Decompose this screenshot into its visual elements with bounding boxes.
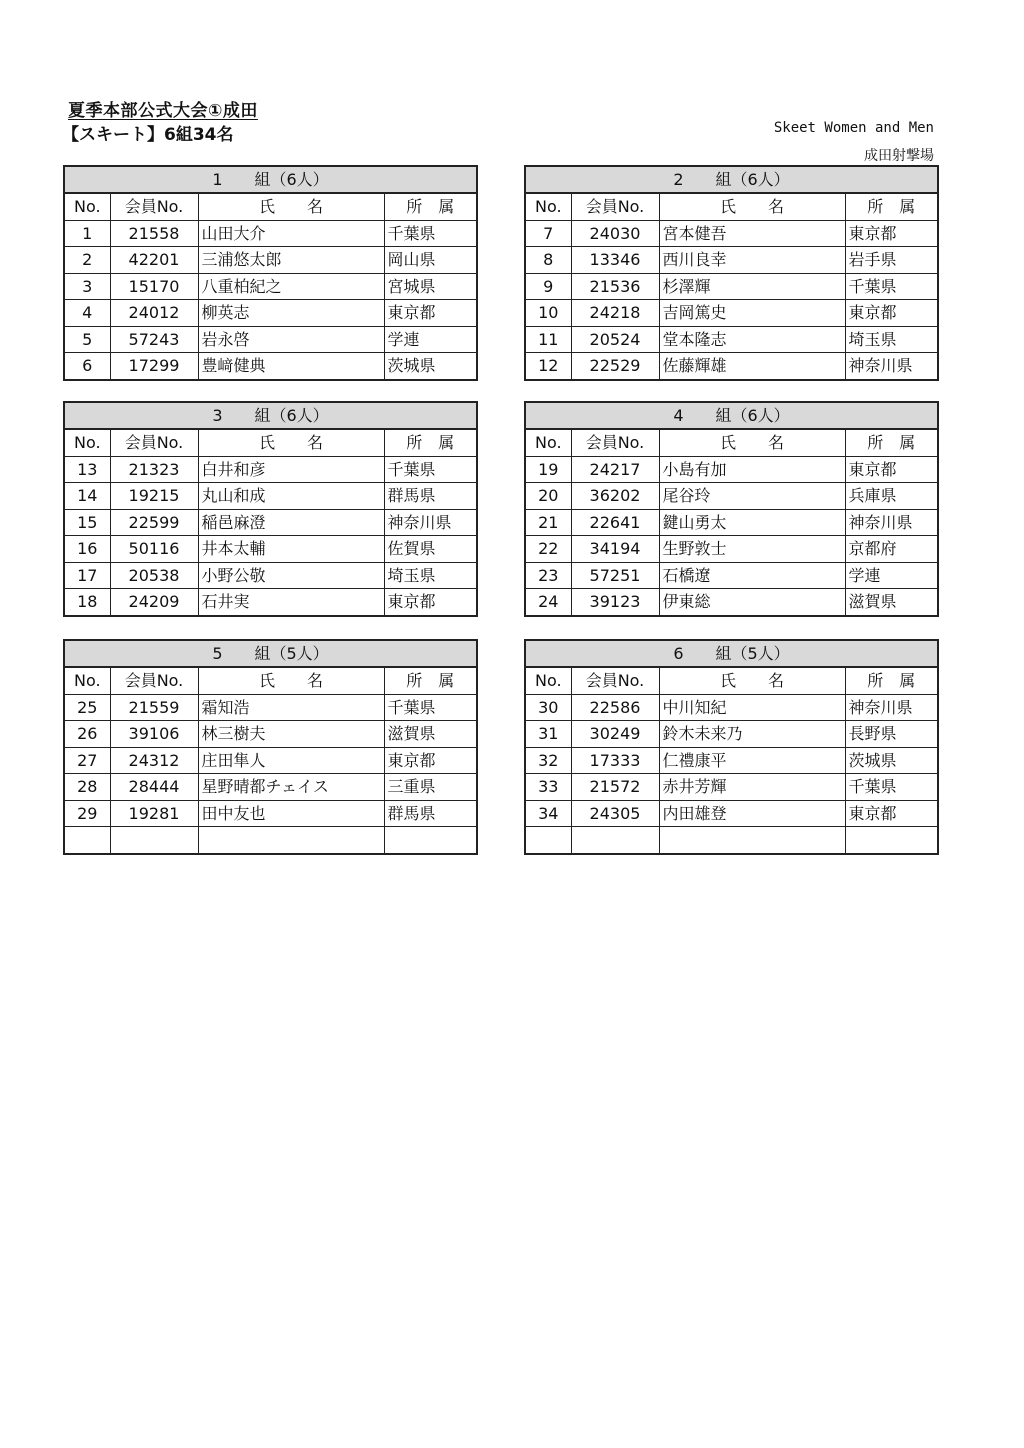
cell-affiliation: 東京都	[845, 456, 938, 483]
cell-affiliation: 東京都	[845, 220, 938, 247]
cell-member-no: 24209	[110, 589, 198, 616]
cell-no: 26	[64, 721, 110, 748]
cell-name: 豊﨑健典	[198, 353, 384, 380]
cell-name: 庄田隼人	[198, 747, 384, 774]
cell-no: 3	[64, 273, 110, 300]
table-row	[525, 694, 938, 721]
cell-member-no: 20538	[110, 562, 198, 589]
table-row	[64, 220, 477, 247]
cell-no: 27	[64, 747, 110, 774]
group-table-5	[63, 639, 478, 855]
cell-affiliation: 茨城県	[845, 747, 938, 774]
cell-member-no: 57243	[110, 326, 198, 353]
cell-member-no: 17333	[571, 747, 659, 774]
table-row	[525, 300, 938, 327]
cell-member-no: 21559	[110, 694, 198, 721]
cell-no: 23	[525, 562, 571, 589]
cell-name: 山田大介	[198, 220, 384, 247]
col-header-no: No.	[525, 429, 571, 456]
cell-no: 31	[525, 721, 571, 748]
table-row	[64, 694, 477, 721]
cell-name: 尾谷玲	[659, 483, 845, 510]
cell-member-no	[110, 827, 198, 854]
cell-no: 6	[64, 353, 110, 380]
cell-member-no: 22586	[571, 694, 659, 721]
cell-affiliation: 滋賀県	[384, 721, 477, 748]
cell-name: 中川知紀	[659, 694, 845, 721]
cell-name: 稲邑麻澄	[198, 509, 384, 536]
cell-no: 33	[525, 774, 571, 801]
cell-no: 28	[64, 774, 110, 801]
col-header-no: No.	[64, 429, 110, 456]
group-table-3	[63, 401, 478, 617]
table-row	[64, 353, 477, 380]
cell-no: 22	[525, 536, 571, 563]
cell-member-no: 42201	[110, 247, 198, 274]
cell-name: 佐藤輝雄	[659, 353, 845, 380]
cell-name: 石橋遼	[659, 562, 845, 589]
table-row	[525, 509, 938, 536]
cell-name: 八重柏紀之	[198, 273, 384, 300]
cell-name: 岩永啓	[198, 326, 384, 353]
cell-affiliation: 神奈川県	[845, 509, 938, 536]
cell-member-no	[571, 827, 659, 854]
cell-name: 堂本隆志	[659, 326, 845, 353]
cell-affiliation: 埼玉県	[845, 326, 938, 353]
table-row	[64, 721, 477, 748]
cell-member-no: 24030	[571, 220, 659, 247]
col-header-affiliation: 所 属	[384, 667, 477, 694]
cell-affiliation: 神奈川県	[845, 694, 938, 721]
group-title: 2 組（6人）	[525, 166, 938, 193]
cell-member-no: 22599	[110, 509, 198, 536]
cell-no	[64, 827, 110, 854]
table-row	[525, 800, 938, 827]
cell-member-no: 50116	[110, 536, 198, 563]
cell-member-no: 30249	[571, 721, 659, 748]
col-header-member-no: 会員No.	[571, 193, 659, 220]
cell-affiliation: 東京都	[384, 300, 477, 327]
cell-name: 小島有加	[659, 456, 845, 483]
table-row	[525, 562, 938, 589]
col-header-name: 氏 名	[198, 667, 384, 694]
table-row	[525, 747, 938, 774]
cell-no: 7	[525, 220, 571, 247]
table-row	[525, 326, 938, 353]
table-row	[64, 774, 477, 801]
cell-name: 井本太輔	[198, 536, 384, 563]
cell-affiliation: 滋賀県	[845, 589, 938, 616]
cell-affiliation: 千葉県	[384, 456, 477, 483]
cell-no: 11	[525, 326, 571, 353]
cell-affiliation: 佐賀県	[384, 536, 477, 563]
col-header-name: 氏 名	[659, 193, 845, 220]
table-row	[525, 247, 938, 274]
table-row	[525, 589, 938, 616]
group-table-2	[524, 165, 939, 381]
cell-name: 田中友也	[198, 800, 384, 827]
cell-affiliation: 千葉県	[845, 273, 938, 300]
table-row	[525, 456, 938, 483]
cell-no: 12	[525, 353, 571, 380]
cell-no: 34	[525, 800, 571, 827]
cell-member-no: 24305	[571, 800, 659, 827]
cell-member-no: 28444	[110, 774, 198, 801]
cell-no: 24	[525, 589, 571, 616]
event-name: Skeet Women and Men	[773, 120, 934, 136]
cell-affiliation: 茨城県	[384, 353, 477, 380]
cell-affiliation: 三重県	[384, 774, 477, 801]
table-row	[64, 483, 477, 510]
col-header-member-no: 会員No.	[571, 667, 659, 694]
col-header-member-no: 会員No.	[110, 429, 198, 456]
cell-name: 鍵山勇太	[659, 509, 845, 536]
cell-no: 21	[525, 509, 571, 536]
col-header-name: 氏 名	[198, 429, 384, 456]
cell-no: 13	[64, 456, 110, 483]
cell-member-no: 15170	[110, 273, 198, 300]
cell-affiliation: 群馬県	[384, 483, 477, 510]
cell-no: 14	[64, 483, 110, 510]
cell-member-no: 22641	[571, 509, 659, 536]
cell-member-no: 22529	[571, 353, 659, 380]
cell-no: 10	[525, 300, 571, 327]
table-row	[64, 827, 477, 854]
cell-no: 18	[64, 589, 110, 616]
cell-affiliation: 学連	[845, 562, 938, 589]
cell-affiliation: 長野県	[845, 721, 938, 748]
cell-member-no: 21323	[110, 456, 198, 483]
cell-member-no: 24012	[110, 300, 198, 327]
cell-member-no: 21558	[110, 220, 198, 247]
group-title: 4 組（6人）	[525, 402, 938, 429]
cell-member-no: 21572	[571, 774, 659, 801]
cell-name: 三浦悠太郎	[198, 247, 384, 274]
cell-member-no: 36202	[571, 483, 659, 510]
cell-member-no: 34194	[571, 536, 659, 563]
cell-name: 小野公敬	[198, 562, 384, 589]
cell-member-no: 13346	[571, 247, 659, 274]
table-row	[525, 827, 938, 854]
col-header-affiliation: 所 属	[845, 667, 938, 694]
cell-no: 30	[525, 694, 571, 721]
table-row	[64, 747, 477, 774]
cell-name	[198, 827, 384, 854]
group-table-1	[63, 165, 478, 381]
cell-affiliation: 東京都	[845, 800, 938, 827]
cell-no: 1	[64, 220, 110, 247]
cell-member-no: 17299	[110, 353, 198, 380]
cell-affiliation: 岡山県	[384, 247, 477, 274]
col-header-affiliation: 所 属	[384, 429, 477, 456]
cell-affiliation: 千葉県	[384, 220, 477, 247]
col-header-affiliation: 所 属	[845, 193, 938, 220]
col-header-member-no: 会員No.	[110, 667, 198, 694]
cell-affiliation	[845, 827, 938, 854]
table-row	[525, 536, 938, 563]
cell-name: 白井和彦	[198, 456, 384, 483]
cell-affiliation: 神奈川県	[384, 509, 477, 536]
group-title: 6 組（5人）	[525, 640, 938, 667]
col-header-no: No.	[64, 667, 110, 694]
cell-affiliation: 東京都	[384, 747, 477, 774]
cell-name: 星野晴都チェイス	[198, 774, 384, 801]
col-header-member-no: 会員No.	[110, 193, 198, 220]
cell-name: 内田雄登	[659, 800, 845, 827]
group-table-4	[524, 401, 939, 617]
cell-no: 5	[64, 326, 110, 353]
cell-name: 石井実	[198, 589, 384, 616]
cell-no: 15	[64, 509, 110, 536]
cell-name: 丸山和成	[198, 483, 384, 510]
cell-affiliation: 群馬県	[384, 800, 477, 827]
cell-member-no: 39106	[110, 721, 198, 748]
col-header-name: 氏 名	[659, 429, 845, 456]
cell-member-no: 19215	[110, 483, 198, 510]
cell-name: 西川良幸	[659, 247, 845, 274]
table-row	[64, 589, 477, 616]
cell-member-no: 19281	[110, 800, 198, 827]
col-header-member-no: 会員No.	[571, 429, 659, 456]
cell-member-no: 39123	[571, 589, 659, 616]
cell-no: 25	[64, 694, 110, 721]
table-row	[64, 247, 477, 274]
cell-no: 4	[64, 300, 110, 327]
cell-no: 9	[525, 273, 571, 300]
cell-member-no: 57251	[571, 562, 659, 589]
cell-name: 吉岡篤史	[659, 300, 845, 327]
cell-affiliation: 東京都	[845, 300, 938, 327]
cell-member-no: 21536	[571, 273, 659, 300]
cell-affiliation: 千葉県	[845, 774, 938, 801]
col-header-name: 氏 名	[659, 667, 845, 694]
document-subtitle: 【スキート】6組34名	[62, 125, 234, 145]
cell-name: 霜知浩	[198, 694, 384, 721]
cell-no: 20	[525, 483, 571, 510]
cell-affiliation: 神奈川県	[845, 353, 938, 380]
cell-name	[659, 827, 845, 854]
table-row	[64, 326, 477, 353]
col-header-no: No.	[525, 193, 571, 220]
cell-affiliation: 東京都	[384, 589, 477, 616]
cell-name: 杉澤輝	[659, 273, 845, 300]
cell-no: 17	[64, 562, 110, 589]
cell-no: 2	[64, 247, 110, 274]
table-row	[64, 562, 477, 589]
cell-name: 林三樹夫	[198, 721, 384, 748]
table-row	[64, 273, 477, 300]
cell-affiliation: 京都府	[845, 536, 938, 563]
cell-affiliation: 宮城県	[384, 273, 477, 300]
group-table-6	[524, 639, 939, 855]
cell-affiliation: 学連	[384, 326, 477, 353]
cell-no: 16	[64, 536, 110, 563]
cell-name: 鈴木未来乃	[659, 721, 845, 748]
cell-no: 19	[525, 456, 571, 483]
table-row	[64, 536, 477, 563]
table-row	[525, 220, 938, 247]
cell-name: 伊東総	[659, 589, 845, 616]
cell-affiliation: 千葉県	[384, 694, 477, 721]
venue-name: 成田射撃場	[864, 148, 934, 164]
table-row	[525, 273, 938, 300]
table-row	[525, 721, 938, 748]
col-header-no: No.	[525, 667, 571, 694]
table-row	[64, 800, 477, 827]
cell-affiliation: 兵庫県	[845, 483, 938, 510]
group-title: 1 組（6人）	[64, 166, 477, 193]
col-header-affiliation: 所 属	[384, 193, 477, 220]
cell-name: 赤井芳輝	[659, 774, 845, 801]
cell-name: 仁禮康平	[659, 747, 845, 774]
cell-member-no: 20524	[571, 326, 659, 353]
table-row	[64, 509, 477, 536]
table-row	[525, 774, 938, 801]
cell-member-no: 24217	[571, 456, 659, 483]
cell-member-no: 24312	[110, 747, 198, 774]
cell-no: 8	[525, 247, 571, 274]
table-row	[525, 483, 938, 510]
group-title: 5 組（5人）	[64, 640, 477, 667]
col-header-no: No.	[64, 193, 110, 220]
col-header-name: 氏 名	[198, 193, 384, 220]
group-title: 3 組（6人）	[64, 402, 477, 429]
cell-name: 柳英志	[198, 300, 384, 327]
table-row	[64, 300, 477, 327]
cell-affiliation: 埼玉県	[384, 562, 477, 589]
table-row	[64, 456, 477, 483]
cell-name: 宮本健吾	[659, 220, 845, 247]
cell-no: 29	[64, 800, 110, 827]
cell-member-no: 24218	[571, 300, 659, 327]
cell-no	[525, 827, 571, 854]
cell-name: 生野敦士	[659, 536, 845, 563]
cell-no: 32	[525, 747, 571, 774]
cell-affiliation	[384, 827, 477, 854]
cell-affiliation: 岩手県	[845, 247, 938, 274]
document-title: 夏季本部公式大会①成田	[68, 101, 258, 121]
table-row	[525, 353, 938, 380]
col-header-affiliation: 所 属	[845, 429, 938, 456]
